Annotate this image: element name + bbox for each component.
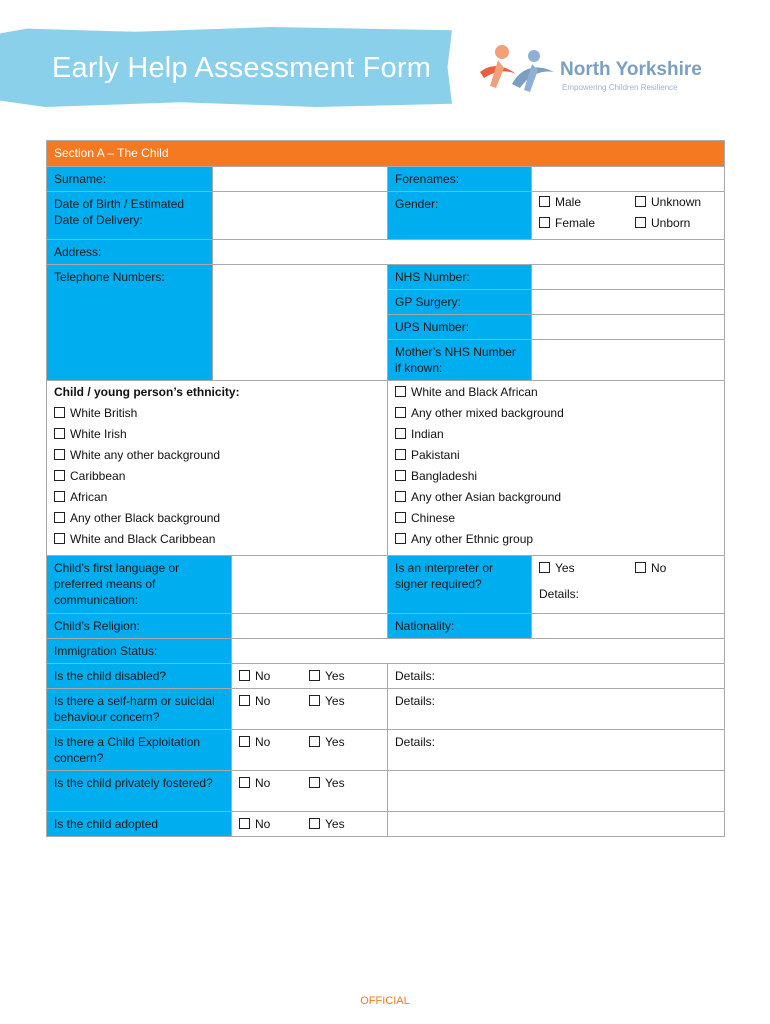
address-field[interactable]: [213, 240, 725, 265]
ethnicity-option-label: White and Black Caribbean: [70, 532, 216, 546]
option-label: No: [255, 735, 271, 749]
interpreter-no-option[interactable]: [635, 560, 666, 576]
checkbox-icon[interactable]: [395, 407, 406, 418]
ethnicity-option-label: Caribbean: [70, 469, 126, 483]
immigration-field[interactable]: [232, 639, 725, 664]
checkbox-icon[interactable]: [395, 449, 406, 460]
adopted-yes-option[interactable]: [309, 816, 345, 832]
checkbox-icon[interactable]: [309, 818, 320, 829]
ethnicity-option-label: African: [70, 490, 108, 504]
gender-option[interactable]: [635, 215, 690, 232]
self-harm-options: [232, 689, 388, 730]
option-label: No: [255, 776, 271, 790]
checkbox-icon[interactable]: [54, 512, 65, 523]
forenames-label: Forenames:: [388, 167, 532, 192]
gender-option-label: Unborn: [651, 216, 691, 230]
checkbox-icon[interactable]: [54, 428, 65, 439]
child-details-table: [46, 140, 725, 837]
exploitation-yes-option[interactable]: [309, 734, 345, 750]
address-label: Address:: [47, 240, 213, 265]
checkbox-icon[interactable]: [54, 407, 65, 418]
gender-option[interactable]: [539, 215, 635, 232]
ethnicity-option-label: Any other Black background: [70, 511, 221, 525]
gender-options: [532, 192, 725, 240]
interpreter-label: Is an interpreter or signer required?: [388, 556, 532, 614]
ethnicity-option-label: White and Black African: [411, 385, 538, 399]
gp-label: GP Surgery:: [388, 290, 532, 315]
option-label: Yes: [325, 817, 345, 831]
ethnicity-option-label: White any other background: [70, 448, 221, 462]
interpreter-details-label: Details:: [539, 587, 580, 601]
section-a-heading: Section A – The Child: [47, 141, 725, 167]
ethnicity-option[interactable]: [395, 384, 717, 405]
disabled-yes-option[interactable]: [309, 668, 345, 684]
dob-label: Date of Birth / Estimated Date of Delivery:: [47, 192, 213, 240]
checkbox-icon[interactable]: [54, 491, 65, 502]
adopted-options: [232, 812, 388, 837]
ethnicity-option-label: Pakistani: [411, 448, 460, 462]
organisation-logo: [476, 40, 736, 100]
gender-option-label: Male: [555, 195, 582, 209]
ethnicity-option[interactable]: [395, 468, 717, 489]
ethnicity-option[interactable]: [54, 531, 380, 552]
checkbox-icon[interactable]: [54, 533, 65, 544]
gender-label: Gender:: [388, 192, 532, 240]
option-label: No: [255, 669, 271, 683]
ethnicity-option[interactable]: [395, 531, 717, 552]
surname-field[interactable]: [213, 167, 388, 192]
religion-field[interactable]: [232, 614, 388, 639]
details-label: Details:: [395, 735, 436, 749]
logo-name: North Yorkshire: [560, 59, 702, 80]
ethnicity-option[interactable]: [395, 426, 717, 447]
option-label: Yes: [325, 735, 345, 749]
disabled-no-option[interactable]: [239, 668, 309, 684]
ethnicity-heading: Child / young person’s ethnicity:: [54, 385, 240, 399]
exploitation-details[interactable]: [388, 730, 725, 771]
ethnicity-option[interactable]: [54, 468, 380, 489]
religion-label: Child’s Religion:: [47, 614, 232, 639]
checkbox-icon[interactable]: [239, 695, 250, 706]
dob-field[interactable]: [213, 192, 388, 240]
gender-option[interactable]: [539, 194, 635, 211]
ethnicity-option-label: Any other Ethnic group: [411, 532, 534, 546]
ethnicity-option[interactable]: [54, 510, 380, 531]
checkbox-icon[interactable]: [239, 736, 250, 747]
language-label: Child’s first language or preferred means of communication:: [47, 556, 232, 614]
checkbox-icon[interactable]: [395, 428, 406, 439]
self-harm-details[interactable]: [388, 689, 725, 730]
logo-tagline: Empowering Children Resilience: [562, 83, 678, 92]
language-field[interactable]: [232, 556, 388, 614]
fostered-spacer: [388, 771, 725, 812]
checkbox-icon[interactable]: [309, 670, 320, 681]
option-label: Yes: [325, 776, 345, 790]
disabled-details[interactable]: [388, 664, 725, 689]
ethnicity-option-label: White British: [70, 406, 138, 420]
north-yorkshire-logo-icon: [476, 40, 560, 100]
disabled-label: Is the child disabled?: [47, 664, 232, 689]
ethnicity-option[interactable]: [395, 489, 717, 510]
mothers-nhs-label: Mother’s NHS Number if known:: [388, 340, 532, 381]
details-label: Details:: [395, 694, 436, 708]
checkbox-icon[interactable]: [635, 196, 646, 207]
option-label: Yes: [555, 561, 575, 575]
ethnicity-list-right: [395, 384, 717, 552]
ethnicity-list-left: [54, 405, 380, 552]
gender-option-label: Unknown: [651, 195, 702, 209]
fostered-yes-option[interactable]: [309, 775, 345, 791]
checkbox-icon[interactable]: [239, 670, 250, 681]
checkbox-icon[interactable]: [395, 470, 406, 481]
ethnicity-option-label: Indian: [411, 427, 444, 441]
checkbox-icon[interactable]: [309, 736, 320, 747]
ethnicity-option[interactable]: [54, 489, 380, 510]
fostered-label: Is the child privately fostered?: [47, 771, 232, 812]
ups-label: UPS Number:: [388, 315, 532, 340]
ethnicity-option[interactable]: [395, 510, 717, 531]
details-label: Details:: [395, 669, 436, 683]
form-title: Early Help Assessment Form: [52, 52, 432, 84]
checkbox-icon[interactable]: [539, 217, 550, 228]
gp-field[interactable]: [532, 290, 725, 315]
nationality-field[interactable]: [532, 614, 725, 639]
ethnicity-option-label: Bangladeshi: [411, 469, 478, 483]
interpreter-yes-option[interactable]: [539, 560, 635, 576]
checkbox-icon[interactable]: [54, 470, 65, 481]
option-label: Yes: [325, 669, 345, 683]
self-harm-yes-option[interactable]: [309, 693, 345, 709]
ethnicity-option-label: White Irish: [70, 427, 127, 441]
fostered-options: [232, 771, 388, 812]
checkbox-icon[interactable]: [395, 386, 406, 397]
adopted-spacer: [388, 812, 725, 837]
immigration-label: Immigration Status:: [47, 639, 232, 664]
ethnicity-option-label: Any other mixed background: [411, 406, 564, 420]
option-label: No: [255, 694, 271, 708]
gender-option-label: Female: [555, 216, 596, 230]
forenames-field[interactable]: [532, 167, 725, 192]
gender-option[interactable]: [635, 194, 701, 211]
ethnicity-option[interactable]: [54, 426, 380, 447]
telephone-field[interactable]: [213, 265, 388, 381]
checkbox-icon[interactable]: [539, 196, 550, 207]
ethnicity-option-label: Chinese: [411, 511, 456, 525]
ethnicity-option[interactable]: [395, 447, 717, 468]
nhs-field[interactable]: [532, 265, 725, 290]
adopted-no-option[interactable]: [239, 816, 309, 832]
ups-field[interactable]: [532, 315, 725, 340]
ethnicity-option[interactable]: [395, 405, 717, 426]
checkbox-icon[interactable]: [539, 562, 550, 573]
exploitation-options: [232, 730, 388, 771]
checkbox-icon[interactable]: [54, 449, 65, 460]
exploitation-no-option[interactable]: [239, 734, 309, 750]
nationality-label: Nationality:: [388, 614, 532, 639]
adopted-label: Is the child adopted: [47, 812, 232, 837]
option-label: Yes: [325, 694, 345, 708]
checkbox-icon[interactable]: [395, 533, 406, 544]
checkbox-icon[interactable]: [309, 777, 320, 788]
mothers-nhs-field[interactable]: [532, 340, 725, 381]
interpreter-options: [532, 556, 725, 614]
official-footer: OFFICIAL: [360, 995, 410, 1007]
ethnicity-right-column: [388, 381, 725, 556]
option-label: No: [255, 817, 271, 831]
option-label: No: [651, 561, 667, 575]
self-harm-no-option[interactable]: [239, 693, 309, 709]
disabled-options: [232, 664, 388, 689]
telephone-label: Telephone Numbers:: [47, 265, 213, 381]
checkbox-icon[interactable]: [395, 512, 406, 523]
ethnicity-option[interactable]: [54, 405, 380, 426]
fostered-no-option[interactable]: [239, 775, 309, 791]
ethnicity-option-label: Any other Asian background: [411, 490, 562, 504]
checkbox-icon[interactable]: [309, 695, 320, 706]
checkbox-icon[interactable]: [635, 217, 646, 228]
ethnicity-option[interactable]: [54, 447, 380, 468]
nhs-label: NHS Number:: [388, 265, 532, 290]
checkbox-icon[interactable]: [239, 818, 250, 829]
surname-label: Surname:: [47, 167, 213, 192]
checkbox-icon[interactable]: [395, 491, 406, 502]
self-harm-label: Is there a self-harm or suicidal behaviour concern?: [47, 689, 232, 730]
checkbox-icon[interactable]: [635, 562, 646, 573]
checkbox-icon[interactable]: [239, 777, 250, 788]
exploitation-label: Is there a Child Exploitation concern?: [47, 730, 232, 771]
ethnicity-left-column: [47, 381, 388, 556]
